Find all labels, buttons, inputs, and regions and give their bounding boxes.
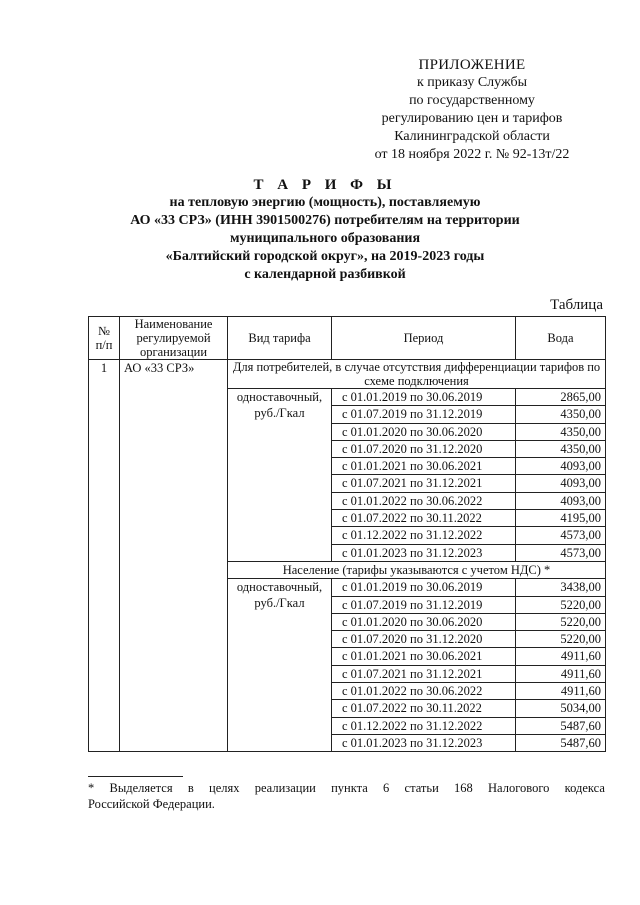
section-title-row: [89, 360, 606, 389]
section-title: Население (тарифы указываются с учетом НДС) *: [228, 561, 606, 578]
period-cell: с 01.01.2022 по 30.06.2022: [332, 683, 516, 700]
footnote: [88, 780, 605, 812]
water-value-cell: 4093,00: [516, 475, 606, 492]
period-cell: с 01.07.2022 по 30.11.2022: [332, 700, 516, 717]
footnote-word: 6: [383, 781, 390, 795]
tariff-kind: [228, 579, 332, 752]
period-cell: с 01.01.2023 по 31.12.2023: [332, 544, 516, 561]
water-value-cell: 4350,00: [516, 406, 606, 423]
period-cell: с 01.01.2023 по 31.12.2023: [332, 734, 516, 751]
period-cell: с 01.01.2021 по 30.06.2021: [332, 648, 516, 665]
footnote-word: кодекса: [564, 781, 605, 795]
period-cell: с 01.01.2019 по 30.06.2019: [332, 389, 516, 406]
appendix-heading: ПРИЛОЖЕНИЕ: [418, 57, 526, 73]
title-line: АО «33 СРЗ» (ИНН 3901500276) потребителям на территории: [130, 213, 520, 228]
title-line: «Балтийский городской округ», на 2019-2023 годы: [165, 249, 485, 264]
section-title: Для потребителей, в случае отсутствия дифференциации тарифов по схеме подключения: [228, 360, 606, 389]
footnote-word: статьи: [404, 781, 439, 795]
footnote-word: *: [88, 781, 95, 795]
period-cell: с 01.07.2021 по 31.12.2021: [332, 475, 516, 492]
water-value-cell: 4911,60: [516, 648, 606, 665]
header-tariff-kind: Вид тарифа: [228, 317, 332, 360]
water-value-cell: 4350,00: [516, 423, 606, 440]
period-cell: с 01.07.2022 по 30.11.2022: [332, 510, 516, 527]
period-cell: с 01.07.2019 по 31.12.2019: [332, 596, 516, 613]
period-cell: с 01.01.2021 по 30.06.2021: [332, 458, 516, 475]
organization-name: АО «33 СРЗ»: [120, 360, 228, 752]
period-cell: с 01.12.2022 по 31.12.2022: [332, 717, 516, 734]
appendix-block: [342, 56, 602, 164]
tariff-kind-line: одноставочный,: [236, 390, 323, 404]
appendix-line: регулированию цен и тарифов: [381, 111, 563, 126]
tariff-table: [88, 316, 606, 752]
period-cell: с 01.01.2022 по 30.06.2022: [332, 492, 516, 509]
appendix-line: к приказу Службы: [417, 75, 527, 90]
header-water: Вода: [516, 317, 606, 360]
water-value-cell: 2865,00: [516, 389, 606, 406]
water-value-cell: 5487,60: [516, 734, 606, 751]
table-label: Таблица: [550, 297, 603, 313]
footnote-divider: [88, 776, 183, 777]
water-value-cell: 4911,60: [516, 665, 606, 682]
water-value-cell: 5487,60: [516, 717, 606, 734]
tariff-kind-line: одноставочный,: [236, 580, 323, 595]
footnote-word: целях: [209, 781, 240, 795]
footnote-word: в: [187, 781, 194, 795]
water-value-cell: 4911,60: [516, 683, 606, 700]
tariff-kind-unit: руб./Гкал: [254, 406, 305, 420]
water-value-cell: 4093,00: [516, 458, 606, 475]
period-cell: с 01.07.2020 по 31.12.2020: [332, 440, 516, 457]
footnote-word: Выделяется: [109, 781, 173, 795]
footnote-word: 168: [454, 781, 473, 795]
title-heading: Т А Р И Ф Ы: [253, 177, 397, 193]
row-number: 1: [89, 360, 120, 752]
title-line: на тепловую энергию (мощность), поставляемую: [169, 195, 481, 210]
water-value-cell: 5220,00: [516, 613, 606, 630]
footnote-word: пункта: [331, 781, 368, 795]
period-cell: с 01.07.2020 по 31.12.2020: [332, 631, 516, 648]
water-value-cell: 4573,00: [516, 544, 606, 561]
title-line: с календарной разбивкой: [244, 267, 406, 282]
water-value-cell: 5034,00: [516, 700, 606, 717]
period-cell: с 01.12.2022 по 31.12.2022: [332, 527, 516, 544]
header-period: Период: [332, 317, 516, 360]
footnote-line-2: Российской Федерации.: [88, 797, 215, 811]
period-cell: с 01.07.2021 по 31.12.2021: [332, 665, 516, 682]
water-value-cell: 4350,00: [516, 440, 606, 457]
header-organization: Наименование регулируемой организации: [120, 317, 228, 360]
document-title: [60, 176, 590, 284]
water-value-cell: 3438,00: [516, 579, 606, 596]
footnote-word: реализации: [254, 781, 316, 795]
table-body: [89, 360, 606, 752]
appendix-order-date: от 18 ноября 2022 г. № 92-13т/22: [374, 147, 570, 162]
title-line: муниципального образования: [229, 231, 421, 246]
water-value-cell: 4573,00: [516, 527, 606, 544]
water-value-cell: 4093,00: [516, 492, 606, 509]
period-cell: с 01.07.2019 по 31.12.2019: [332, 406, 516, 423]
tariff-kind: [228, 389, 332, 562]
period-cell: с 01.01.2019 по 30.06.2019: [332, 579, 516, 596]
table-header-row: [89, 317, 606, 360]
period-cell: с 01.01.2020 по 30.06.2020: [332, 613, 516, 630]
period-cell: с 01.01.2020 по 30.06.2020: [332, 423, 516, 440]
appendix-line: по государственному: [409, 93, 535, 108]
water-value-cell: 4195,00: [516, 510, 606, 527]
water-value-cell: 5220,00: [516, 596, 606, 613]
appendix-line: Калининградской области: [394, 129, 550, 144]
footnote-line-1: [88, 780, 605, 796]
water-value-cell: 5220,00: [516, 631, 606, 648]
tariff-kind-unit: руб./Гкал: [254, 596, 305, 611]
footnote-word: Налогового: [488, 781, 550, 795]
header-number: № п/п: [89, 317, 120, 360]
